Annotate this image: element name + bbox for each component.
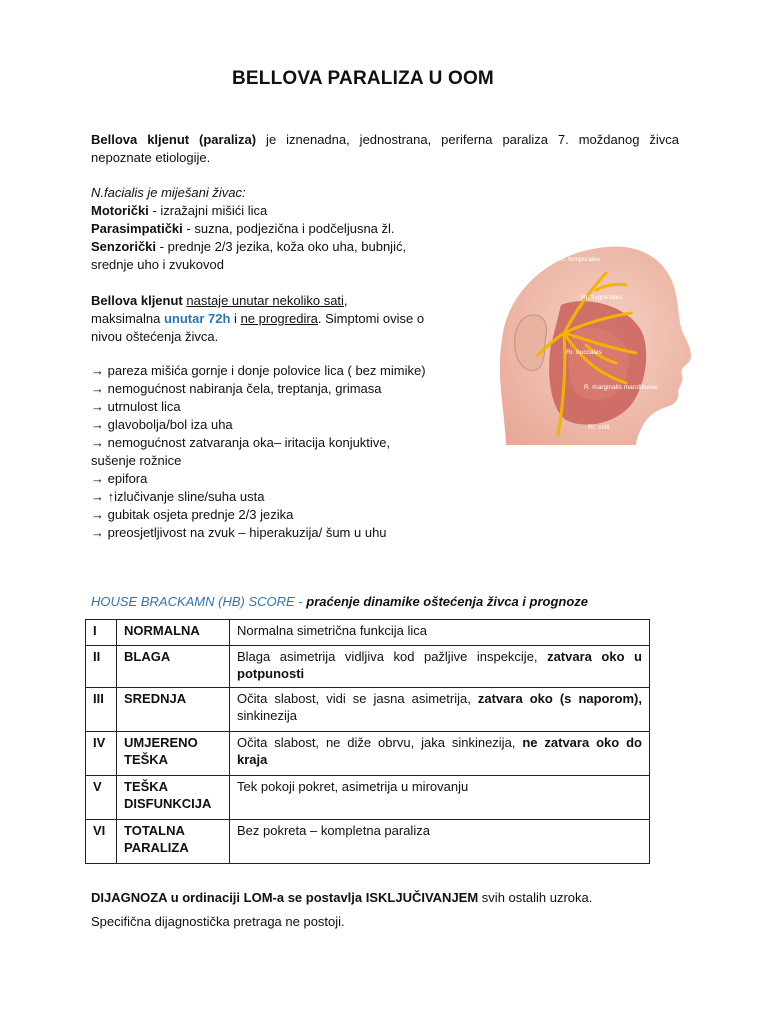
symptom-item: → preosjetljivost na zvuk – hiperakuzija/ šum u uhu bbox=[91, 525, 387, 540]
nerve-section bbox=[91, 184, 451, 274]
hb-score-table bbox=[85, 619, 650, 864]
onset-text: . Simptomi ovise o nivou oštećenja živca. bbox=[91, 311, 425, 344]
diagnosis-paragraph bbox=[91, 889, 691, 907]
diagnosis-note: Specifična dijagnostička pretraga ne postoji. bbox=[91, 914, 345, 929]
hb-score-title bbox=[91, 594, 588, 609]
desc-text: sinkinezija bbox=[237, 708, 297, 723]
diagnosis-bold: DIJAGNOZA u ordinaciji LOM-a se postavlja ISKLJUČIVANJEM bbox=[91, 890, 479, 905]
desc-text: Normalna simetrična funkcija lica bbox=[237, 623, 428, 638]
grade-cell: III bbox=[86, 688, 117, 732]
desc-text: Očita slabost, vidi se jasna asimetrija, bbox=[237, 691, 478, 706]
label-buccales: Rr. buccales bbox=[566, 349, 602, 356]
symptom-item: → glavobolja/bol iza uha bbox=[91, 417, 233, 432]
grade-desc-cell bbox=[230, 732, 650, 776]
nerve-line-sensory bbox=[91, 238, 441, 274]
desc-bold: zatvara oko u potpunosti bbox=[237, 649, 642, 681]
symptom-item: → gubitak osjeta prednje 2/3 jezika bbox=[91, 507, 294, 522]
nerve-line-parasympathetic bbox=[91, 220, 451, 238]
symptom-item: → nemogućnost nabiranja čela, treptanja, grimasa bbox=[91, 381, 382, 396]
intro-paragraph bbox=[91, 131, 679, 167]
facial-nerve-illustration bbox=[466, 235, 706, 445]
label-mandibulae: R. marginalis mandibulae bbox=[584, 384, 658, 391]
grade-cell: V bbox=[86, 776, 117, 820]
ear bbox=[515, 315, 547, 371]
desc-text: Očita slabost, ne diže obrvu, jaka sinkinezija, bbox=[237, 735, 523, 750]
nerve-text: - prednje 2/3 jezika, koža oko uha, bubnjić, srednje uho i zvukovod bbox=[91, 239, 407, 272]
table-row bbox=[86, 620, 650, 646]
nerve-line-motor bbox=[91, 202, 451, 220]
grade-name-cell: NORMALNA bbox=[117, 620, 230, 646]
grade-name-cell: TEŠKA DISFUNKCIJA bbox=[117, 776, 230, 820]
grade-name-cell: SREDNJA bbox=[117, 688, 230, 732]
onset-highlight: unutar 72h bbox=[163, 311, 231, 326]
onset-underlined-2: ne progredira bbox=[240, 311, 318, 326]
grade-cell: II bbox=[86, 646, 117, 688]
desc-bold: zatvara oko (s naporom), bbox=[477, 691, 642, 706]
page-title: BELLOVA PARALIZA U OOM bbox=[232, 68, 494, 89]
label-temporales: Rr. temporales bbox=[558, 256, 601, 263]
hb-title-blue: HOUSE BRACKAMN (HB) SCORE - bbox=[91, 594, 307, 609]
table-row bbox=[86, 646, 650, 688]
nerve-label: Motorički bbox=[91, 203, 149, 218]
table-row bbox=[86, 732, 650, 776]
nerve-label: Senzorički bbox=[91, 239, 157, 254]
label-colli: Rr. colli bbox=[588, 424, 610, 431]
grade-name-cell: UMJERENO TEŠKA bbox=[117, 732, 230, 776]
onset-text: i bbox=[230, 311, 241, 326]
grade-desc-cell bbox=[230, 820, 650, 864]
grade-cell: I bbox=[86, 620, 117, 646]
nerve-text: - suzna, podjezična i podčeljusna žl. bbox=[182, 221, 395, 236]
grade-cell: VI bbox=[86, 820, 117, 864]
nerve-text: - izražajni mišići lica bbox=[148, 203, 268, 218]
symptom-item: → epifora bbox=[91, 471, 148, 486]
onset-text: maksimalna bbox=[91, 311, 164, 326]
grade-name-cell: TOTALNA PARALIZA bbox=[117, 820, 230, 864]
hb-title-rest: praćenje dinamike oštećenja živca i prognoze bbox=[306, 594, 589, 609]
desc-text: Bez pokreta – kompletna paraliza bbox=[237, 823, 430, 838]
symptom-list bbox=[91, 362, 431, 542]
desc-bold: ne zatvara oko do kraja bbox=[237, 735, 642, 767]
grade-cell: IV bbox=[86, 732, 117, 776]
desc-text: Tek pokoji pokret, asimetrija u mirovanju bbox=[237, 779, 469, 794]
intro-text: je iznenadna, jednostrana, periferna paraliza 7. moždanog živca nepoznate etiologije. bbox=[91, 132, 679, 165]
diagnosis-text: svih ostalih uzroka. bbox=[478, 890, 593, 905]
symptom-item: → utrnulost lica bbox=[91, 399, 181, 414]
symptom-item: → pareza mišića gornje i donje polovice lica ( bez mimike) bbox=[91, 363, 426, 378]
table-row bbox=[86, 820, 650, 864]
onset-paragraph bbox=[91, 292, 446, 346]
grade-desc-cell bbox=[230, 620, 650, 646]
nerve-heading: N.facialis je miješani živac: bbox=[91, 185, 246, 200]
table-row bbox=[86, 776, 650, 820]
intro-term: Bellova kljenut (paraliza) bbox=[91, 132, 257, 147]
nerve-label: Parasimpatički bbox=[91, 221, 183, 236]
symptom-item: → ↑izlučivanje sline/suha usta bbox=[91, 489, 265, 504]
grade-name-cell: BLAGA bbox=[117, 646, 230, 688]
grade-desc-cell bbox=[230, 776, 650, 820]
table-row bbox=[86, 688, 650, 732]
grade-desc-cell bbox=[230, 646, 650, 688]
onset-term: Bellova kljenut bbox=[91, 293, 183, 308]
label-zygomatici: Rr. zygomatici bbox=[581, 294, 622, 301]
onset-underlined-1: nastaje unutar nekoliko sati, bbox=[186, 293, 348, 308]
desc-text: Blaga asimetrija vidljiva kod pažljive inspekcije, bbox=[237, 649, 548, 664]
symptom-item: → nemogućnost zatvaranja oka– iritacija konjuktive, sušenje rožnice bbox=[91, 435, 391, 468]
grade-desc-cell bbox=[230, 688, 650, 732]
